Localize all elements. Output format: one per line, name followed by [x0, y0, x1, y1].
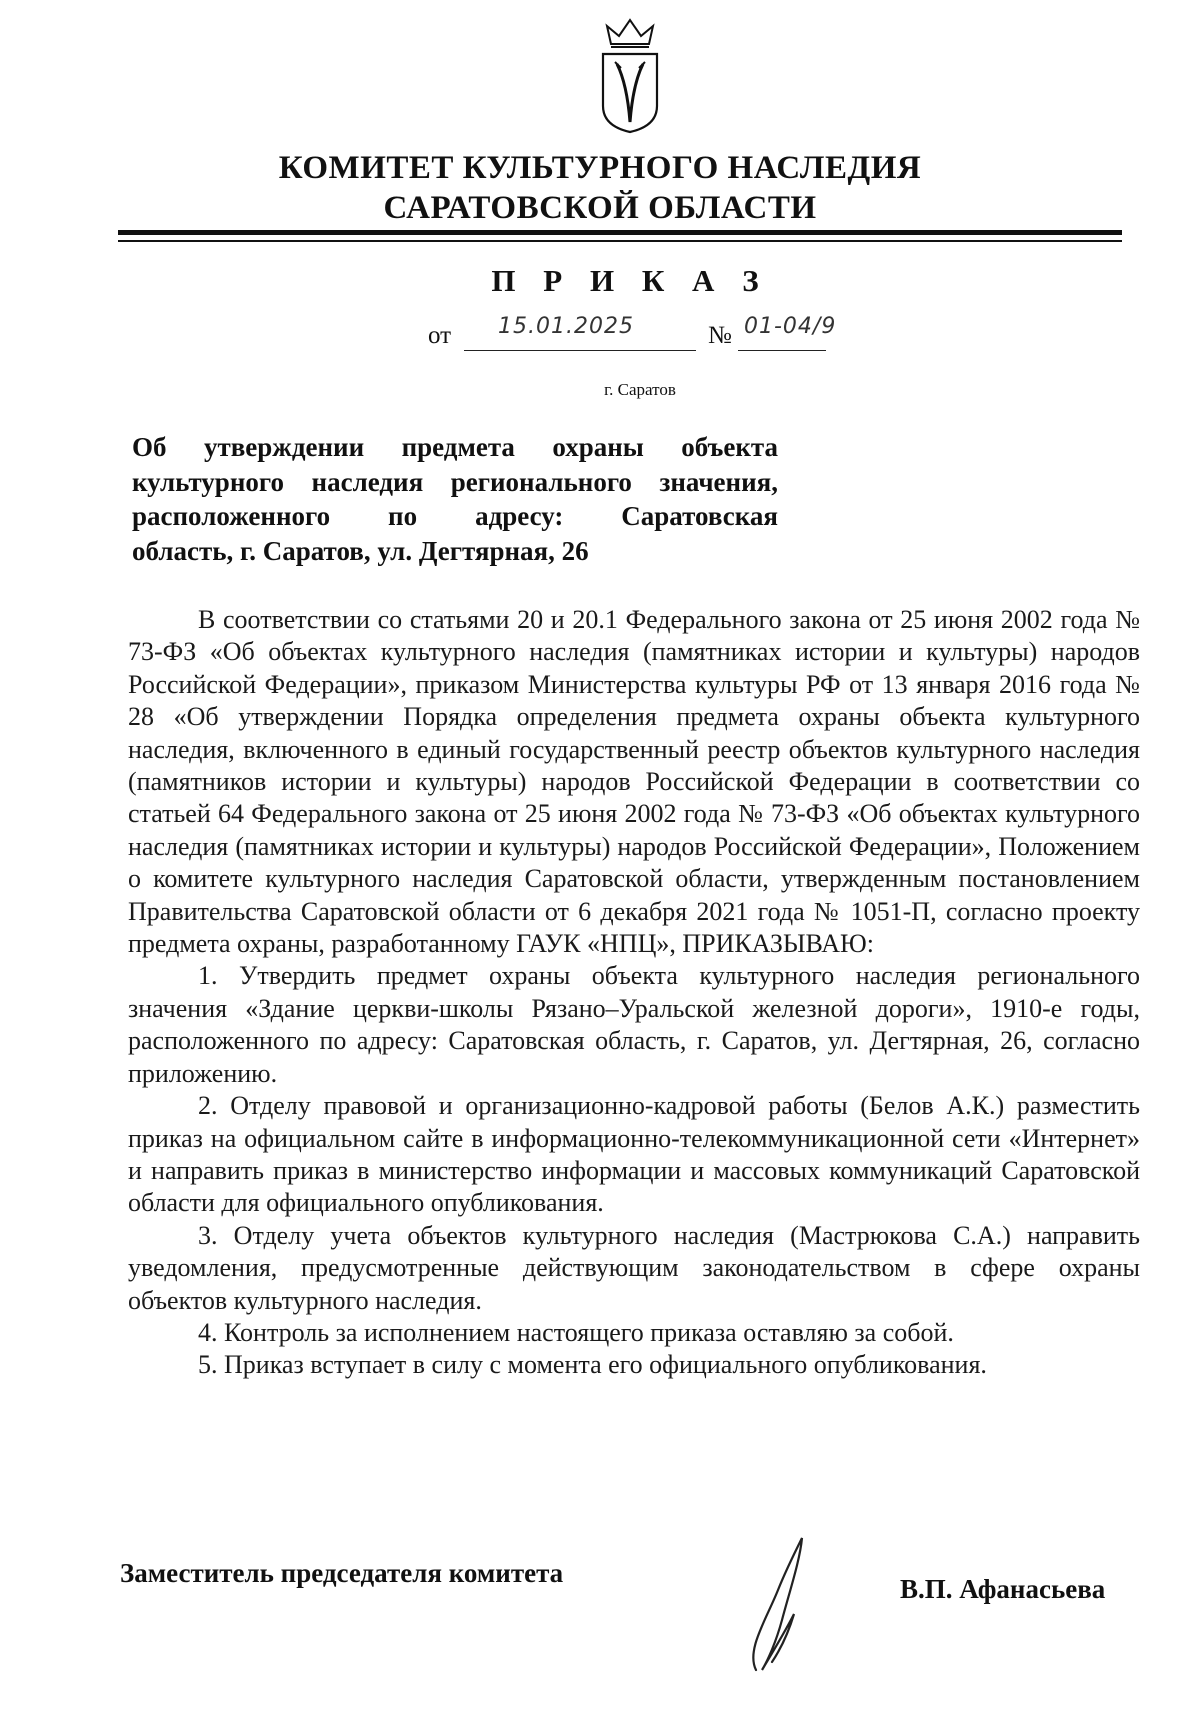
subject-line: культурного наследия регионального значения,: [132, 466, 778, 497]
date-number-line: [428, 314, 928, 358]
header-rule-thick: [118, 230, 1122, 235]
date-label: от: [428, 322, 452, 349]
handwritten-signature-icon: [716, 1530, 836, 1680]
header-rule-thin: [118, 240, 1122, 242]
subject-line: область, г. Саратов, ул. Дегтярная, 26: [132, 535, 589, 566]
subject-heading: [132, 430, 778, 568]
number-label: №: [708, 322, 732, 349]
number-value: 01-04/9: [744, 314, 837, 339]
order-item: 2. Отделу правовой и организационно-кадровой работы (Белов А.К.) разместить приказ на официальном сайте в информационно-телекоммуникационной сети «Интернет» и направить приказ в министерство информации и массовых коммуникаций Саратовской области для официального опубликования.: [128, 1091, 1140, 1218]
date-value: 15.01.2025: [498, 314, 634, 339]
saratov-coat-of-arms-icon: [597, 14, 663, 134]
subject-line: расположенного по адресу: Саратовская: [132, 501, 778, 531]
order-item: 5. Приказ вступает в силу с момента его официального опубликования.: [198, 1350, 987, 1380]
document-body: [128, 604, 1140, 1382]
organization-title-line2: САРАТОВСКОЙ ОБЛАСТИ: [383, 190, 817, 226]
signatory-name: В.П. Афанасьева: [900, 1574, 1106, 1604]
order-item: 1. Утвердить предмет охраны объекта культурного наследия регионального значения «Здание церкви-школы Рязано–Уральской железной дороги», 1910-е годы, расположенного по адресу: Саратовская область, г. Саратов, ул. Дегтярная, 26, согласно приложению.: [128, 961, 1140, 1088]
order-item: 4. Контроль за исполнением настоящего приказа оставляю за собой.: [198, 1317, 954, 1347]
city: г. Саратов: [604, 380, 676, 399]
organization-title-line1: КОМИТЕТ КУЛЬТУРНОГО НАСЛЕДИЯ: [278, 150, 922, 186]
order-item: 3. Отделу учета объектов культурного наследия (Мастрюкова С.А.) направить уведомления, предусмотренные действующим законодательством в сфере охраны объектов культурного наследия.: [128, 1220, 1140, 1315]
organization-title: [140, 148, 1060, 228]
number-underline: [738, 350, 826, 351]
preamble-paragraph: В соответствии со статьями 20 и 20.1 Федерального закона от 25 июня 2002 года № 73-ФЗ «Об объектах культурного наследия (памятниках истории и культуры) народов Российской Федерации», приказом Министерства культуры РФ от 13 января 2016 года № 28 «Об утверждении Порядка определения предмета охраны объекта культурного наследия, включенного в единый государственный реестр объектов культурного наследия (памятников истории и культуры) народов Российской Федерации в соответствии со статьей 64 Федерального закона от 25 июня 2002 года № 73-ФЗ «Об объектах культурного наследия (памятниках истории и культуры) народов Российской Федерации», Положением о комитете культурного наследия Саратовской области, утвержденным постановлением Правительства Саратовской области от 6 декабря 2021 года № 1051-П, согласно проекту предмета охраны, разработанному ГАУК «НПЦ», ПРИКАЗЫВАЮ:: [128, 605, 1140, 959]
subject-line: Об утверждении предмета охраны объекта: [132, 432, 778, 462]
date-underline: [464, 350, 696, 351]
document-type: П Р И К А З: [491, 263, 769, 298]
signatory-role: Заместитель председателя комитета: [120, 1558, 564, 1588]
